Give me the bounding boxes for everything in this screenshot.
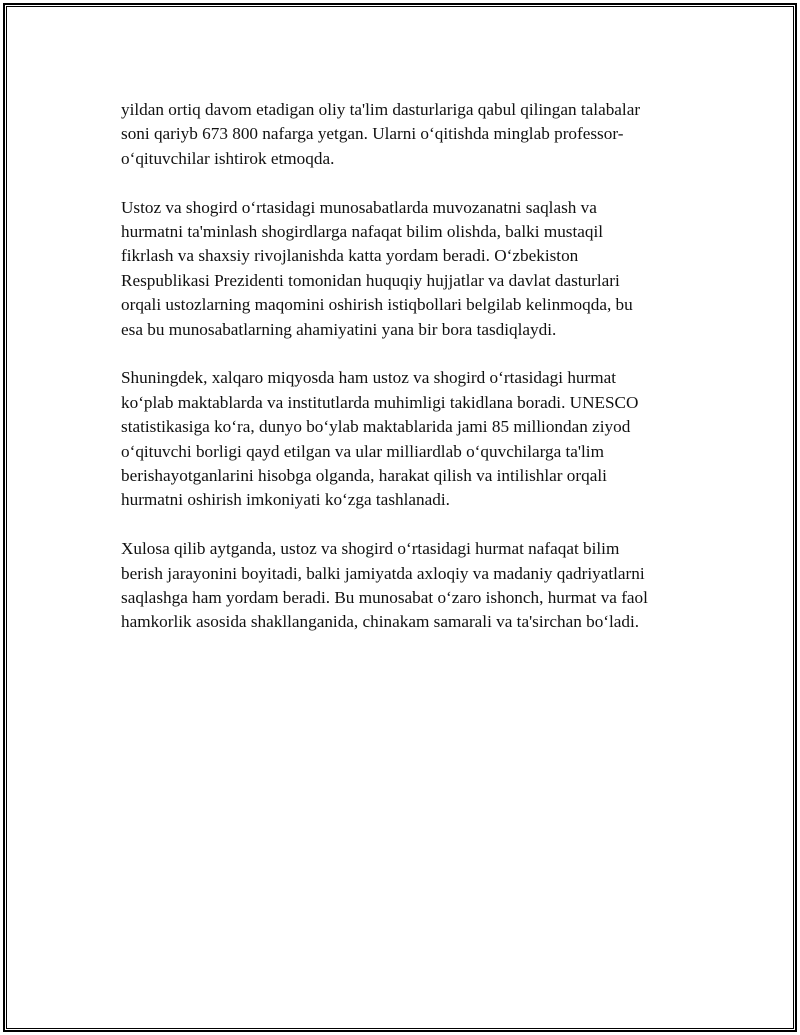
text-line: saqlashga ham yordam beradi. Bu munosabat o‘zaro ishonch, hurmat va faol [121, 588, 648, 608]
text-line: orqali ustozlarning maqomini oshirish istiqbollari belgilab kelinmoqda, bu [121, 295, 633, 315]
text-line: Shuningdek, xalqaro miqyosda ham ustoz va shogird o‘rtasidagi hurmat [121, 368, 617, 388]
text-line: o‘qituvchi borligi qayd etilgan va ular milliardlab o‘quvchilarga ta'lim [121, 441, 604, 461]
paragraph-4 [121, 537, 693, 635]
paragraph-2 [121, 196, 693, 342]
text-line: ko‘plab maktablarda va institutlarda muhimligi takidlana boradi. UNESCO [121, 392, 639, 412]
text-line: berish jarayonini boyitadi, balki jamiyatda axloqiy va madaniy qadriyatlarni [121, 563, 645, 583]
text-line: berishayotganlarini hisobga olganda, harakat qilish va intilishlar orqali [121, 466, 607, 486]
text-line: Xulosa qilib aytganda, ustoz va shogird o‘rtasidagi hurmat nafaqat bilim [121, 539, 620, 559]
text-line: esa bu munosabatlarning ahamiyatini yana bir bora tasdiqlaydi. [121, 319, 557, 339]
document-body [121, 98, 693, 659]
text-line: hurmatni oshirish imkoniyati ko‘zga tashlanadi. [121, 490, 450, 510]
text-line: fikrlash va shaxsiy rivojlanishda katta yordam beradi. O‘zbekiston [121, 246, 579, 266]
paragraph-1 [121, 98, 693, 171]
paragraph-3 [121, 366, 693, 512]
page-border-frame [3, 3, 797, 1032]
text-line: Ustoz va shogird o‘rtasidagi munosabatlarda muvozanatni saqlash va [121, 197, 597, 217]
text-line: statistikasiga ko‘ra, dunyo bo‘ylab maktablarida jami 85 milliondan ziyod [121, 417, 631, 437]
text-line: Respublikasi Prezidenti tomonidan huquqiy hujjatlar va davlat dasturlari [121, 270, 620, 290]
text-line: hamkorlik asosida shakllanganida, chinakam samarali va ta'sirchan bo‘ladi. [121, 612, 640, 632]
text-line: hurmatni ta'minlash shogirdlarga nafaqat bilim olishda, balki mustaqil [121, 222, 604, 242]
text-line: o‘qituvchilar ishtirok etmoqda. [121, 148, 335, 168]
text-line: yildan ortiq davom etadigan oliy ta'lim dasturlariga qabul qilingan talabalar [121, 100, 641, 119]
text-line: soni qariyb 673 800 nafarga yetgan. Ularni o‘qitishda minglab professor- [121, 124, 624, 144]
